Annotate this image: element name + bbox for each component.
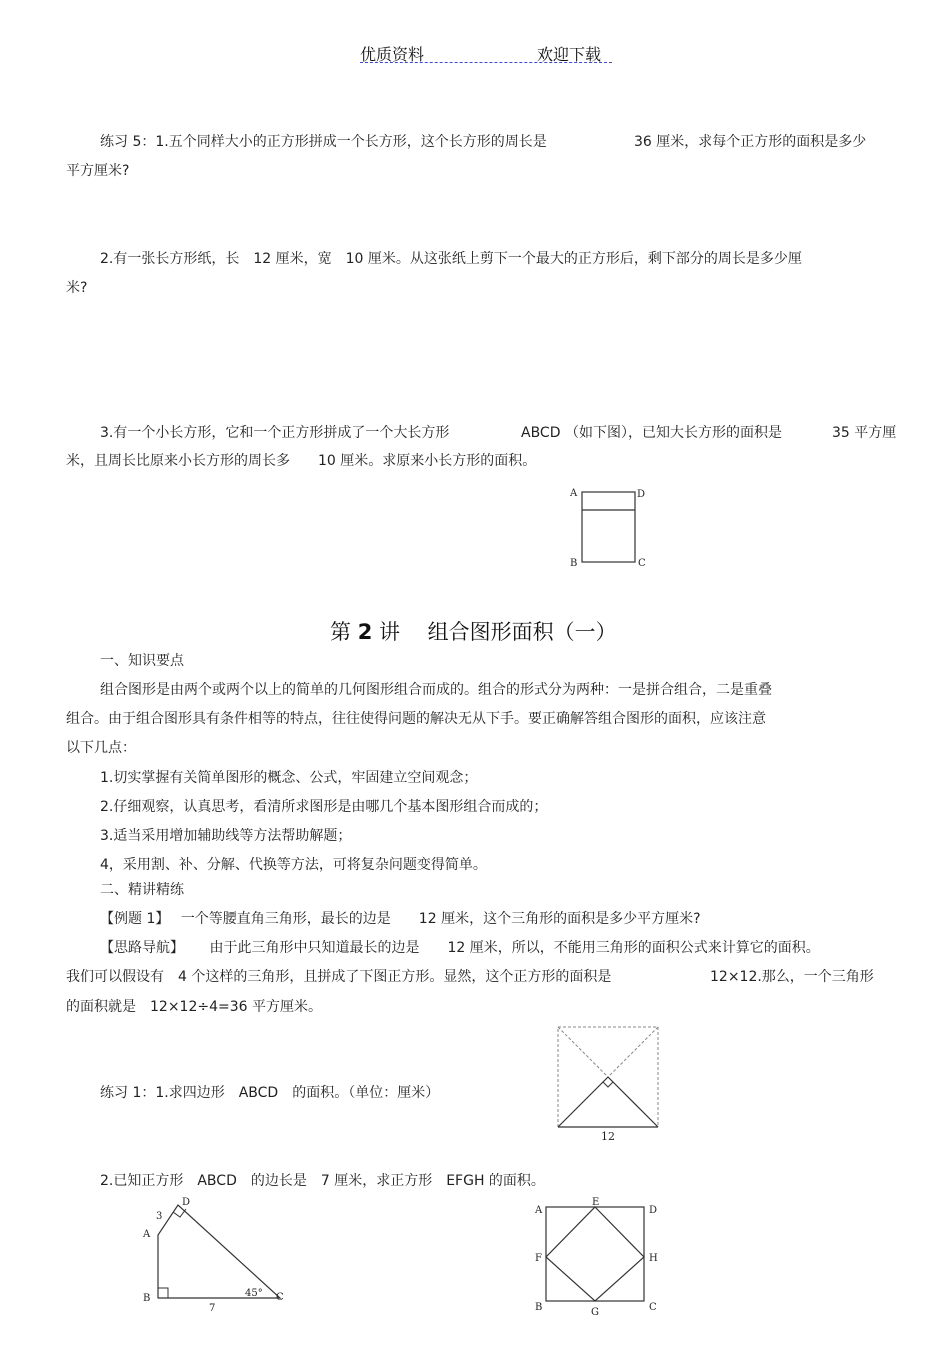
example-1	[100, 908, 701, 928]
fig3-label-b: B	[143, 1293, 151, 1304]
practice5-q2-line2: 米?	[66, 280, 88, 296]
hint-line3: 的面积就是 12×12÷4=36 平方厘米。	[66, 999, 322, 1015]
fig1-label-a: A	[570, 488, 578, 499]
fig4-label-e: E	[592, 1197, 600, 1208]
fig4-label-h: H	[649, 1253, 658, 1264]
hint-line2-b: 12×12.那么，一个三角形	[710, 969, 874, 985]
practice5-q3-line1-a: 3.有一个小长方形，它和一个正方形拼成了一个大长方形	[100, 425, 450, 441]
fig1-label-b: B	[570, 558, 578, 569]
practice5-q1-line1-a: 练习 5：1.五个同样大小的正方形拼成一个长方形，这个长方形的周长是	[100, 134, 547, 150]
section-practice: 二、精讲精练	[100, 882, 184, 898]
fig4-label-f: F	[535, 1253, 542, 1264]
fig3-label-7: 7	[209, 1303, 216, 1313]
hint-line1: 【思路导航】 由于此三角形中只知道最长的边是 12 厘米，所以，不能用三角形的面积公式来计算它的面积。	[100, 940, 820, 956]
practice5-q2-line1: 2.有一张长方形纸，长 12 厘米，宽 10 厘米。从这张纸上剪下一个最大的正方形后，剩下部分的周长是多少厘	[100, 251, 802, 267]
hint-line2-a: 我们可以假设有 4 个这样的三角形，且拼成了下图正方形。显然，这个正方形的面积是	[66, 969, 612, 985]
fig3-label-c: C	[276, 1292, 284, 1303]
figure-square-triangles	[550, 1022, 670, 1147]
fig1-label-d: D	[637, 489, 646, 500]
fig4-label-b: B	[535, 1302, 543, 1313]
practice5-q3-line1-c: 35 平方厘	[832, 425, 897, 441]
practice1-q2: 2.已知正方形 ABCD 的边长是 7 厘米，求正方形 EFGH 的面积。	[100, 1173, 545, 1189]
point-3: 3.适当采用增加辅助线等方法帮助解题；	[100, 828, 352, 844]
practice5-q3-line1-b: ABCD （如下图），已知大长方形的面积是	[521, 425, 782, 441]
practice5-q1-line1-b: 36 厘米，求每个正方形的面积是多少	[634, 134, 867, 150]
fig4-label-c: C	[649, 1302, 657, 1313]
intro-line1: 组合图形是由两个或两个以上的简单的几何图形组合而成的。组合的形式分为两种：一是拼合组合，二是重叠	[100, 682, 772, 698]
hint-label: 【思路导航】	[100, 940, 177, 956]
intro-line2: 组合。由于组合图形具有条件相等的特点，往往使得问题的解决无从下手。要正确解答组合图形的面积，应该注意	[66, 711, 766, 727]
header-right: 欢迎下载	[537, 45, 602, 64]
figure-quadrilateral-abcd	[136, 1193, 296, 1313]
header-underline	[360, 62, 612, 63]
section-knowledge-points: 一、知识要点	[100, 653, 184, 669]
practice1-q1: 练习 1：1.求四边形 ABCD 的面积。（单位：厘米）	[100, 1085, 440, 1101]
intro-line3: 以下几点：	[66, 740, 136, 756]
fig2-label-12: 12	[601, 1130, 615, 1143]
fig3-label-a: A	[143, 1229, 151, 1240]
example-label: 【例题 1】	[100, 911, 163, 927]
fig3-label-angle: 45°	[245, 1288, 263, 1299]
example-text: 一个等腰直角三角形，最长的边是 12 厘米，这个三角形的面积是多少平方厘米?	[180, 911, 701, 927]
practice5-q3-line2: 米，且周长比原来小长方形的周长多 10 厘米。求原来小长方形的面积。	[66, 453, 537, 469]
fig1-label-c: C	[638, 558, 646, 569]
header-left: 优质资料	[360, 45, 425, 64]
point-1: 1.切实掌握有关简单图形的概念、公式，牢固建立空间观念；	[100, 770, 478, 786]
fig4-label-a: A	[535, 1205, 543, 1216]
fig3-label-d: D	[182, 1197, 191, 1208]
figure-square-efgh	[530, 1195, 665, 1320]
fig3-label-3: 3	[156, 1211, 163, 1222]
lecture-title: 第 2 讲 组合图形面积（一）	[330, 620, 617, 644]
fig4-label-g: G	[591, 1307, 599, 1318]
figure-rectangle-abcd	[565, 484, 655, 574]
fig4-label-d: D	[649, 1205, 658, 1216]
point-4: 4，采用割、补、分解、代换等方法，可将复杂问题变得简单。	[100, 857, 487, 873]
practice5-q1-line2: 平方厘米?	[66, 163, 130, 179]
point-2: 2.仔细观察，认真思考，看清所求图形是由哪几个基本图形组合而成的；	[100, 799, 548, 815]
